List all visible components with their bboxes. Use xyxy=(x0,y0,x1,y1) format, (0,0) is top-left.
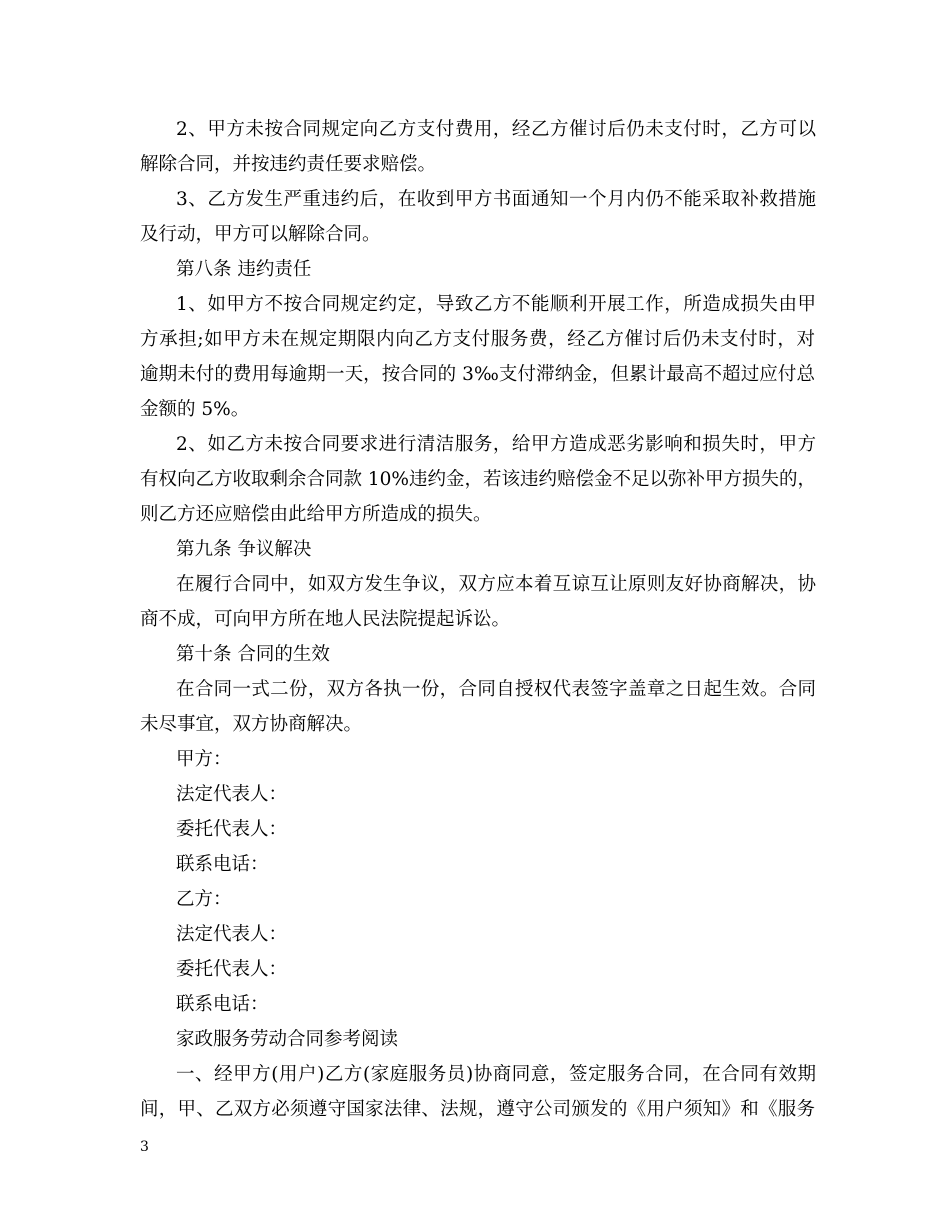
text-line: 商不成，可向甲方所在地人民法院提起诉讼。 xyxy=(140,609,511,630)
text-line: 有权向乙方收取剩余合同款 10%违约金，若该违约赔偿金不足以弥补甲方损失的， xyxy=(140,469,817,490)
page-number: 3 xyxy=(140,1139,149,1155)
section-heading: 第十条 合同的生效 xyxy=(176,644,330,665)
reference-reading-title: 家政服务劳动合同参考阅读 xyxy=(176,1029,399,1050)
text-line: 2、甲方未按合同规定向乙方支付费用，经乙方催讨后仍未支付时，乙方可以 xyxy=(176,119,816,140)
contact-phone-label: 联系电话： xyxy=(176,854,269,875)
text-line: 1、如甲方不按合同规定约定，导致乙方不能顺利开展工作，所造成损失由甲 xyxy=(176,294,816,315)
section-heading: 第八条 违约责任 xyxy=(176,259,312,280)
authorized-representative-label: 委托代表人： xyxy=(176,959,288,980)
authorized-representative-label: 委托代表人： xyxy=(176,819,288,840)
text-line: 方承担;如甲方未在规定期限内向乙方支付服务费，经乙方催讨后仍未支付时，对 xyxy=(140,329,815,350)
contact-phone-label: 联系电话： xyxy=(176,994,269,1015)
text-line: 2、如乙方未按合同要求进行清洁服务，给甲方造成恶劣影响和损失时，甲方 xyxy=(176,434,816,455)
text-line: 则乙方还应赔偿由此给甲方所造成的损失。 xyxy=(140,504,492,525)
text-line: 在履行合同中，如双方发生争议，双方应本着互谅互让原则友好协商解决，协 xyxy=(176,574,816,595)
text-line: 未尽事宜，双方协商解决。 xyxy=(140,714,363,735)
text-line: 金额的 5%。 xyxy=(140,399,250,420)
text-line: 逾期未付的费用每逾期一天，按合同的 3‰支付滞纳金，但累计最高不超过应付总 xyxy=(140,364,815,385)
text-line: 间，甲、乙双方必须遵守国家法律、法规，遵守公司颁发的《用户须知》和《服务 xyxy=(140,1099,815,1120)
text-line: 解除合同，并按违约责任要求赔偿。 xyxy=(140,154,437,175)
text-line: 在合同一式二份，双方各执一份，合同自授权代表签字盖章之日起生效。合同 xyxy=(176,679,816,700)
party-a-label: 甲方： xyxy=(176,749,232,770)
legal-representative-label: 法定代表人： xyxy=(176,924,288,945)
text-line: 3、乙方发生严重违约后，在收到甲方书面通知一个月内仍不能采取补救措施 xyxy=(176,189,816,210)
legal-representative-label: 法定代表人： xyxy=(176,784,288,805)
section-heading: 第九条 争议解决 xyxy=(176,539,312,560)
text-line: 一、经甲方(用户)乙方(家庭服务员)协商同意，签定服务合同，在合同有效期 xyxy=(176,1064,816,1085)
text-line: 及行动，甲方可以解除合同。 xyxy=(140,224,381,245)
party-b-label: 乙方： xyxy=(176,889,232,910)
